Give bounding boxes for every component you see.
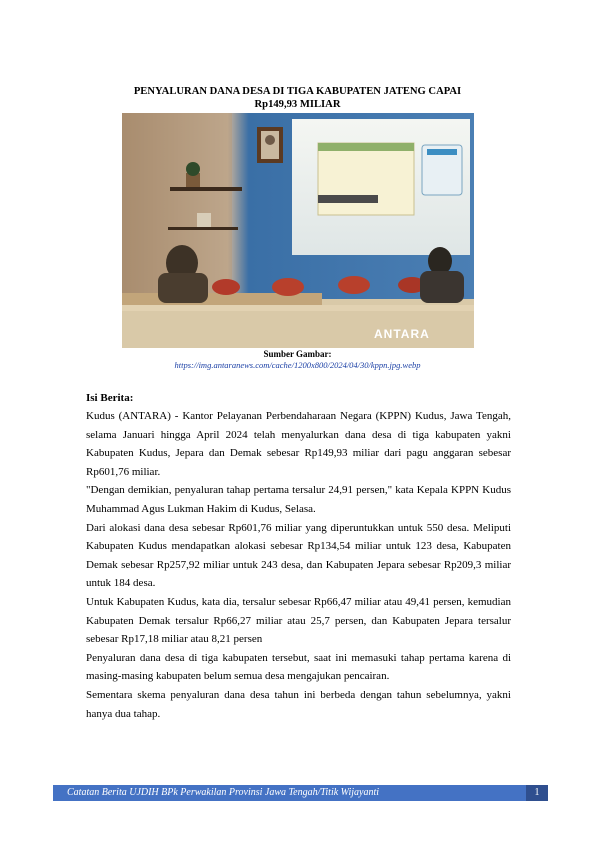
body-paragraph: "Dengan demikian, penyaluran tahap pertama tersalur 24,91 persen," kata Kepala KPPN Kudus Muhammad Agus Lukman Hakim di Kudus, Selasa. [86, 484, 511, 515]
watermark-text: ANTARA [374, 327, 430, 341]
page-footer [53, 785, 548, 801]
image-caption-label: Sumber Gambar: [263, 349, 332, 359]
body-paragraph: Kudus (ANTARA) - Kantor Pelayanan Perbendaharaan Negara (KPPN) Kudus, Jawa Tengah, selama Januari hingga April 2024 telah menyalurkan dana desa di tiga kabupaten yakni Kabupaten Kudus, Jepara dan Demak sebesar Rp149,93 miliar dari pagu anggaran sebesar Rp601,76 miliar. [86, 410, 511, 478]
page-number: 1 [526, 785, 548, 801]
news-photo-illustration [122, 113, 474, 348]
article-body [86, 407, 511, 723]
footer-text: Catatan Berita UJDIH BPk Perwakilan Provinsi Jawa Tengah/Titik Wijayanti [67, 787, 380, 798]
news-photo [122, 113, 474, 348]
body-paragraph: Penyaluran dana desa di tiga kabupaten tersebut, saat ini memasuki tahap pertama karena di masing-masing kabupaten belum semua desa mengajukan pencairan. [86, 651, 511, 683]
body-paragraph: Dari alokasi dana desa sebesar Rp601,76 miliar yang diperuntukkan untuk 550 desa. Meliputi Kabupaten Kudus mendapatkan alokasi sebesar Rp134,54 miliar untuk 123 desa, Kabupaten Demak sebesar Rp257,92 miliar untuk 243 desa, dan Kabupaten Jepara sebesar Rp209,3 miliar untuk 184 desa. [86, 521, 511, 590]
body-paragraph: Sementara skema penyaluran dana desa tahun ini berbeda dengan tahun sebelumnya, yakni hanya dua tahap. [86, 688, 511, 720]
body-paragraph: Untuk Kabupaten Kudus, kata dia, tersalur sebesar Rp66,47 miliar atau 49,41 persen, kemudian Kabupaten Demak tersalur Rp66,27 miliar atau 25,7 persen, dan Kabupaten Jepara tersalur sebesar Rp17,18 miliar atau 8,21 persen [86, 595, 511, 646]
article-title-line-1: PENYALURAN DANA DESA DI TIGA KABUPATEN JATENG CAPAI [133, 86, 462, 97]
article-title [60, 86, 535, 111]
section-title: Isi Berita: [86, 392, 134, 404]
image-source-link[interactable]: https://img.antaranews.com/cache/1200x800/2024/04/30/kppn.jpg.webp [174, 360, 421, 370]
article-title-line-2: Rp149,93 MILIAR [254, 98, 341, 110]
